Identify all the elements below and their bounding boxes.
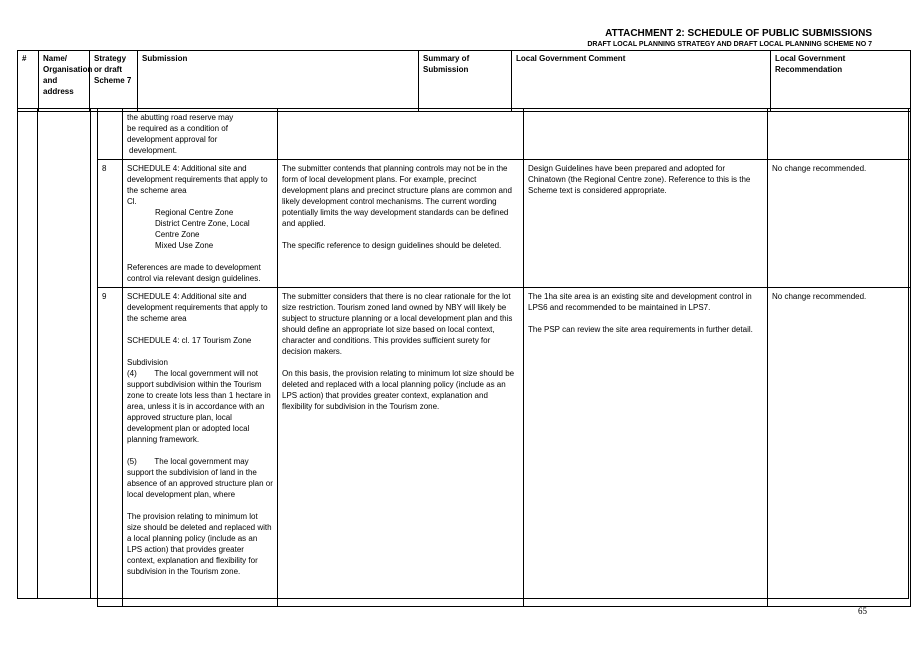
comment-text: Design Guidelines have been prepared and adopted for Chinatown (the Regional Centre zone). Reference to this is the Scheme text is considered appropriate. (528, 164, 751, 195)
submission-cell (123, 288, 278, 607)
submission-text: development. (129, 146, 178, 155)
submission-text: SCHEDULE 4: Additional site and development requirements that apply to the scheme area (127, 164, 268, 195)
submission-text: the abutting road reserve may (127, 113, 234, 122)
submission-text: References are made to development control via relevant design guidelines. (127, 263, 261, 283)
recommendation-text: No change recommended. (772, 292, 867, 301)
column-divider (37, 108, 38, 599)
column-header-recommendation: Local Government Recommendation (771, 51, 911, 112)
submission-text: (4) The local government will not support subdivision within the Tourism zone to create lots less than 1 hectare in area, unless it is in accordance with an approved structure plan, local development plan or adopted local planning framework. (127, 369, 273, 444)
summary-text: The submitter contends that planning controls may not be in the form of local development plans. For example, precinct development plans and precinct structure plans are common and likely development control mechanisms. The current wording potentially limits the way development standards can be defined and applied. (282, 164, 512, 228)
recommendation-cell (768, 160, 911, 288)
table-row (98, 288, 911, 607)
column-header-name: Name/ Organisation and address (39, 51, 90, 112)
zone-item: Mixed Use Zone (155, 241, 214, 250)
summary-text: The specific reference to design guidelines should be deleted. (282, 241, 502, 250)
comment-text: The 1ha site area is an existing site and development control in LPS6 and recommended to be maintained in LPS7. (528, 292, 752, 312)
column-header-summary: Summary of Submission (419, 51, 512, 112)
submission-text: be required as a condition of (127, 124, 228, 133)
zone-item: District Centre Zone, Local Centre Zone (155, 219, 250, 239)
column-header-strategy: Strategy or draft Scheme 7 (90, 51, 138, 112)
page-number: 65 (858, 606, 867, 616)
comment-cell (524, 160, 768, 288)
column-header-table (17, 50, 911, 112)
column-divider (90, 108, 91, 599)
comment-text: The PSP can review the site area requirements in further detail. (528, 325, 753, 334)
submission-text: Subdivision (127, 358, 168, 367)
column-header-comment: Local Government Comment (512, 51, 771, 112)
column-header-number: # (18, 51, 39, 112)
row-number: 9 (98, 288, 123, 607)
zone-item: Regional Centre Zone (155, 208, 234, 217)
submission-text: SCHEDULE 4: Additional site and development requirements that apply to the scheme area (127, 292, 268, 323)
row-number: 8 (98, 160, 123, 288)
summary-cell (278, 109, 524, 160)
submission-text: (5) The local government may support the subdivision of land in the absence of an approved structure plan or local development plan, where (127, 457, 276, 499)
comment-cell (524, 288, 768, 607)
summary-text: On this basis, the provision relating to minimum lot size should be deleted and replaced with a local planning policy (include as an LPS action) that provides greater context, explanation and flexibility for subdivision in the Tourism zone. (282, 369, 515, 411)
submission-text: SCHEDULE 4: cl. 17 Tourism Zone (127, 336, 252, 345)
summary-cell (278, 288, 524, 607)
recommendation-text: No change recommended. (772, 164, 867, 173)
submissions-table (97, 108, 911, 607)
submission-cell (123, 160, 278, 288)
table-row (98, 109, 911, 160)
row-number (98, 109, 123, 160)
submission-text: development approval for (127, 135, 218, 144)
comment-cell (524, 109, 768, 160)
recommendation-cell (768, 109, 911, 160)
page-title: ATTACHMENT 2: SCHEDULE OF PUBLIC SUBMISSIONS (605, 28, 872, 39)
summary-text: The submitter considers that there is no clear rationale for the lot size restriction. Tourism zoned land owned by NBY will likely be subject to structure planning or a local development plan and this should define an appropriate lot size based on local context, character and conditions. This provides sufficient surety for decision makers. (282, 292, 513, 356)
submission-text: Cl. (127, 197, 137, 206)
summary-cell (278, 160, 524, 288)
submission-cell (123, 109, 278, 160)
column-header-submission: Submission (138, 51, 419, 112)
page-subtitle: DRAFT LOCAL PLANNING STRATEGY AND DRAFT LOCAL PLANNING SCHEME NO 7 (587, 41, 872, 48)
recommendation-cell (768, 288, 911, 607)
submission-text: The provision relating to minimum lot size should be deleted and replaced with a local planning policy (include as an LPS action) that provides greater context, explanation and flexibility for subdivision in the Tourism zone. (127, 512, 272, 576)
table-row (98, 160, 911, 288)
